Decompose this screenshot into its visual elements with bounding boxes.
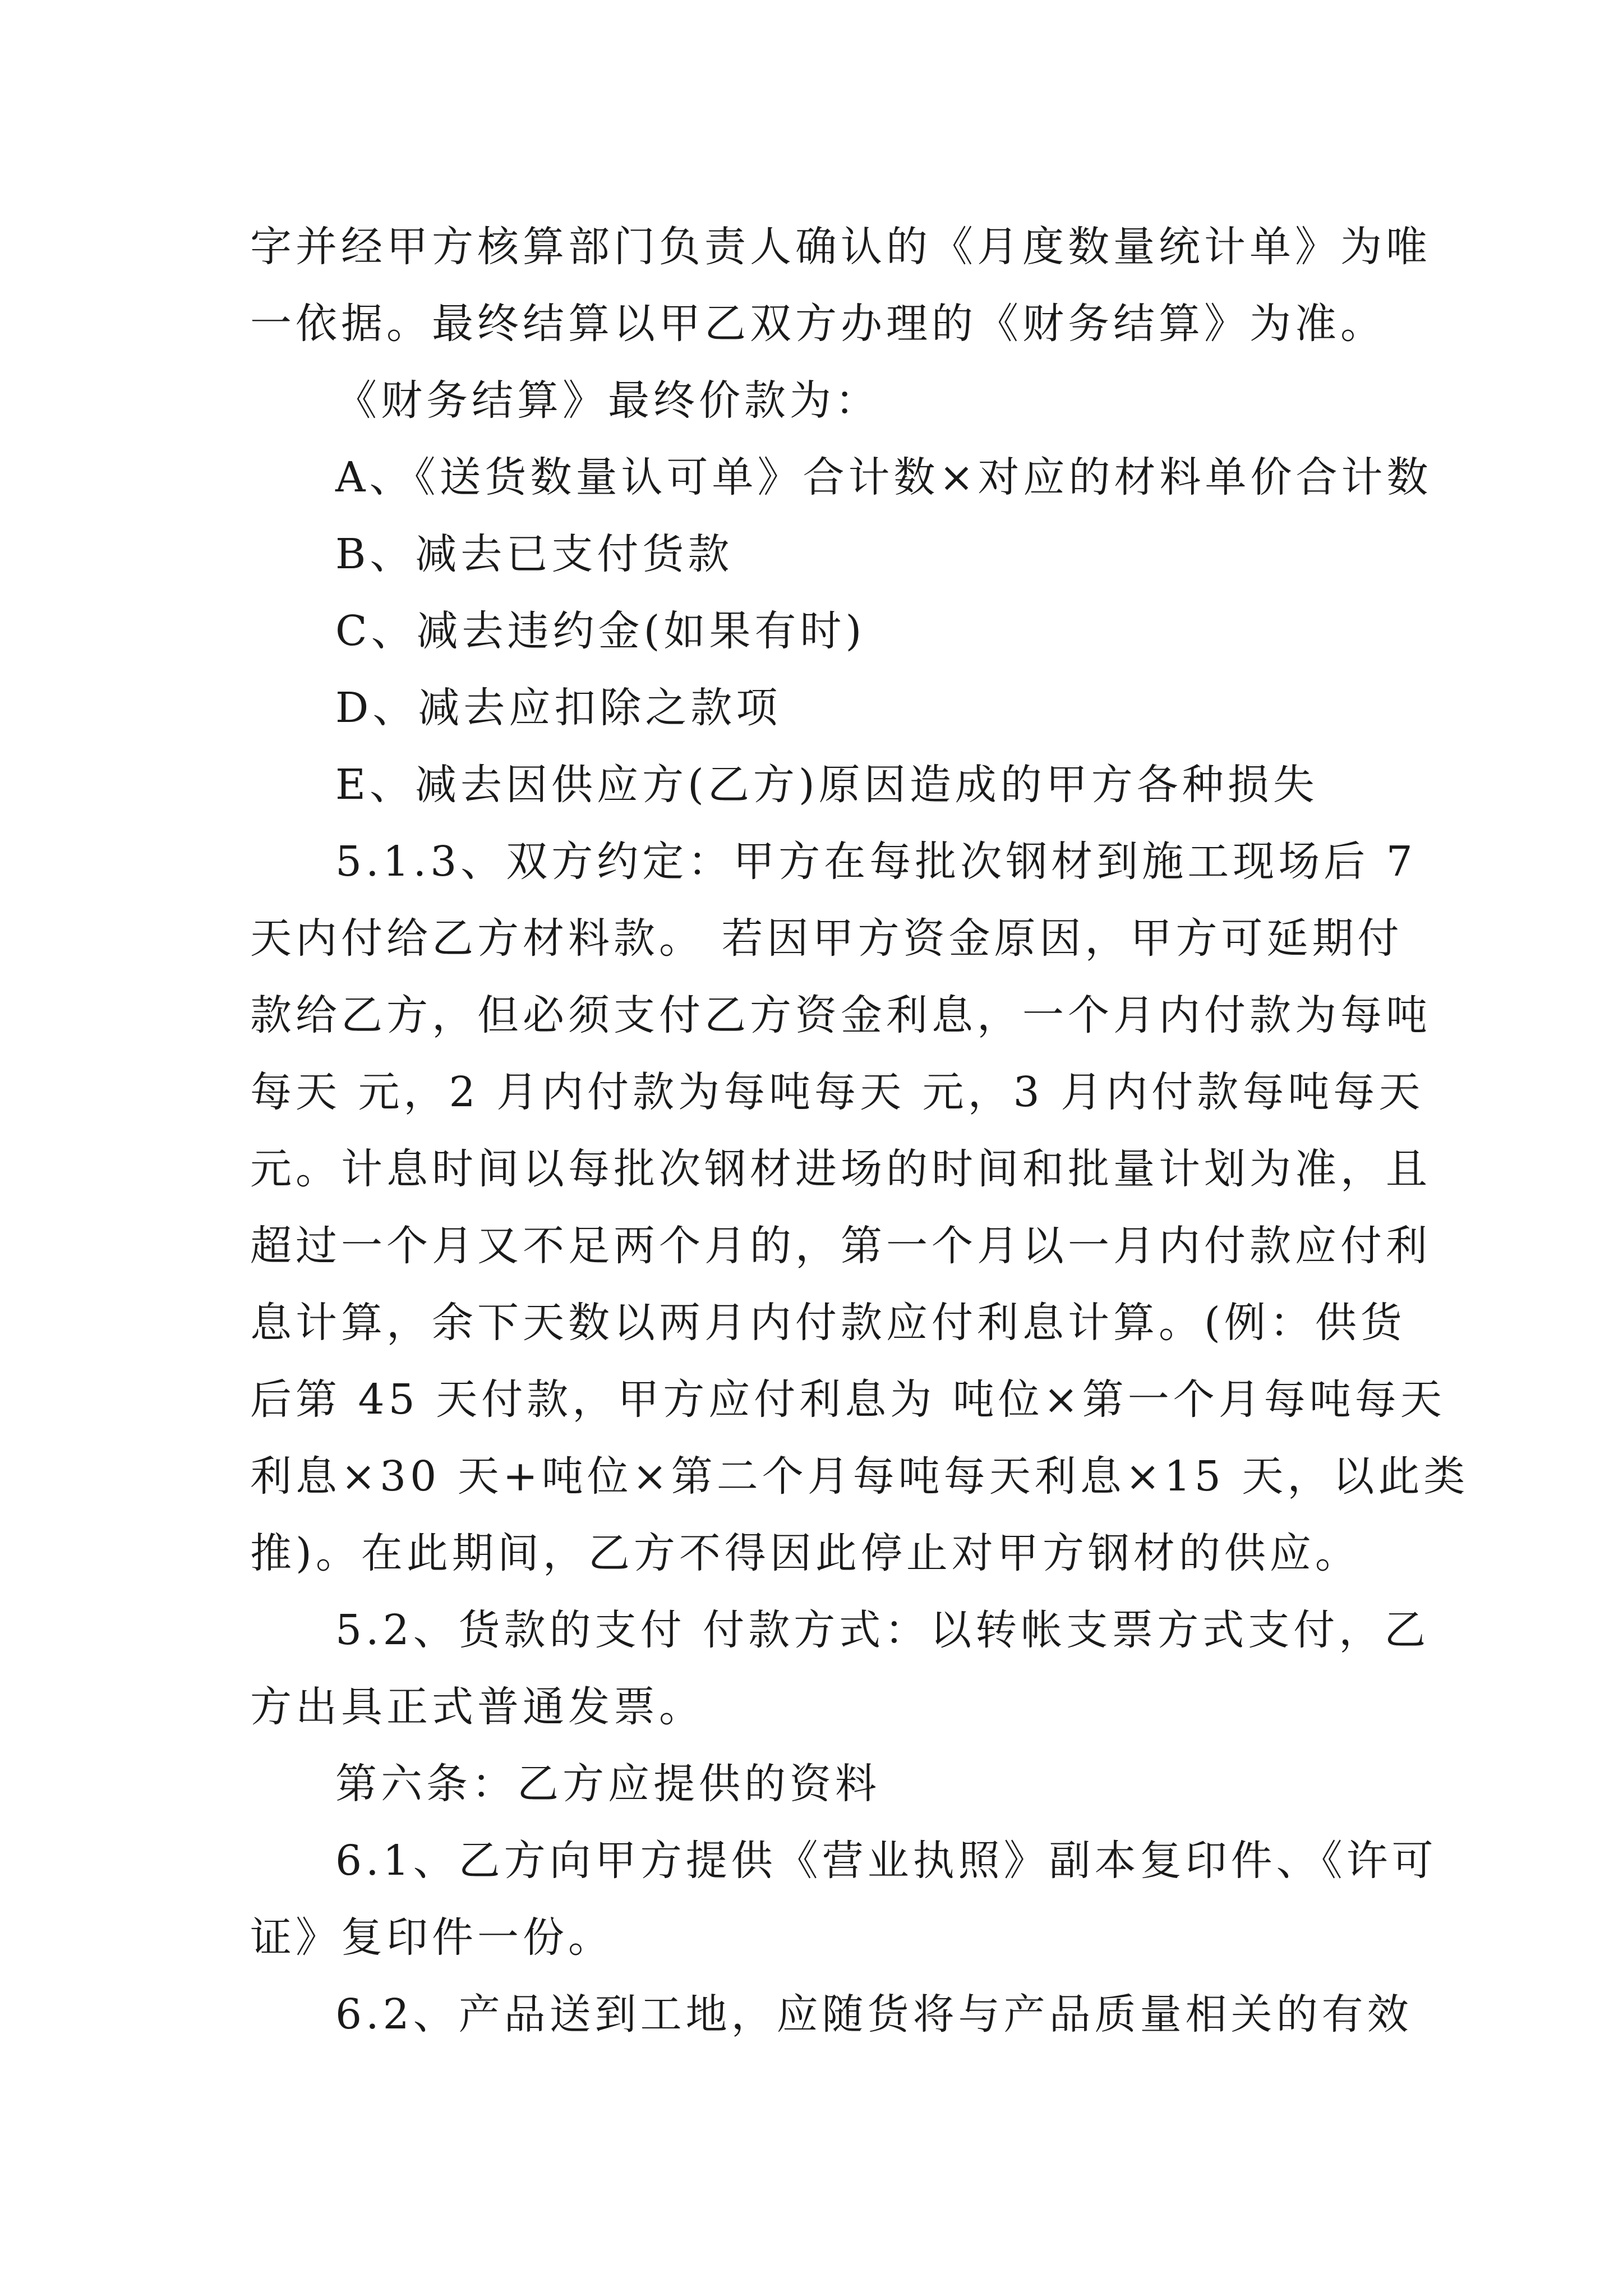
list-item-d (250, 670, 1389, 747)
text-line: 天内付给乙方材料款。 若因甲方资金原因，甲方可延期付 (250, 914, 1403, 963)
text-line: 6.2、产品送到工地，应随货将与产品质量相关的有效 (335, 1990, 1413, 2039)
text-line: B、减去已支付货款 (335, 530, 734, 578)
text-line: 方出具正式普通发票。 (250, 1683, 704, 1731)
article-6-heading (250, 1746, 1389, 1823)
text-line: 第六条：乙方应提供的资料 (335, 1760, 880, 1808)
paragraph-6-2 (250, 1976, 1413, 2053)
text-line: D、减去应扣除之款项 (335, 684, 782, 732)
text-line: 一依据。最终结算以甲乙双方办理的《财务结算》为准。 (250, 300, 1386, 348)
list-item-e (250, 747, 1389, 823)
paragraph-5-1-3 (250, 823, 1469, 1592)
text-line: 字并经甲方核算部门负责人确认的《月度数量统计单》为唯 (250, 223, 1431, 271)
text-line: 6.1、乙方向甲方提供《营业执照》副本复印件、《许可 (335, 1837, 1437, 1885)
text-line: 超过一个月又不足两个月的，第一个月以一月内付款应付利 (250, 1222, 1431, 1270)
paragraph-6-1 (250, 1823, 1437, 1976)
text-line: 5.1.3、双方约定：甲方在每批次钢材到施工现场后 7 (335, 838, 1417, 886)
text-line: C、减去违约金(如果有时) (335, 607, 866, 655)
text-line: 5.2、货款的支付 付款方式：以转帐支票方式支付，乙 (335, 1606, 1430, 1654)
text-line: 元。计息时间以每批次钢材进场的时间和批量计划为准，且 (250, 1145, 1431, 1193)
paragraph-settlement-basis (250, 209, 1431, 362)
text-line: 推)。在此期间，乙方不得因此停止对甲方钢材的供应。 (250, 1529, 1361, 1577)
text-line: E、减去因供应方(乙方)原因造成的甲方各种损失 (335, 761, 1318, 809)
text-line: 后第 45 天付款，甲方应付利息为 吨位×第一个月每吨每天 (250, 1375, 1446, 1424)
paragraph-5-2 (250, 1592, 1430, 1746)
text-line: 每天 元，2 月内付款为每吨每天 元，3 月内付款每吨每天 (250, 1068, 1424, 1116)
document-body (250, 209, 1469, 2053)
text-line: 《财务结算》最终价款为： (335, 376, 880, 425)
list-item-b (250, 516, 1389, 593)
text-line: 款给乙方，但必须支付乙方资金利息，一个月内付款为每吨 (250, 991, 1431, 1039)
list-item-c (250, 593, 1389, 670)
text-line: 利息×30 天+吨位×第二个月每吨每天利息×15 天，以此类 (250, 1452, 1469, 1501)
list-item-a (250, 439, 1432, 516)
text-line: 息计算，余下天数以两月内付款应付利息计算。(例：供货 (250, 1299, 1406, 1347)
paragraph-final-price-heading (250, 362, 1389, 439)
text-line: 证》复印件一份。 (250, 1913, 614, 1962)
text-line: A、《送货数量认可单》合计数×对应的材料单价合计数 (335, 453, 1432, 501)
